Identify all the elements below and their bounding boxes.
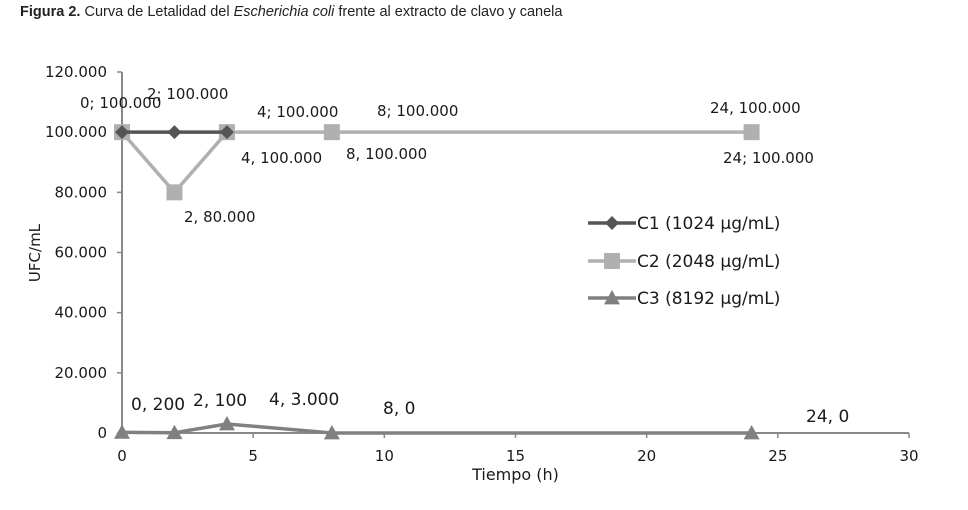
caption-text-after: frente al extracto de clavo y canela [338, 4, 563, 20]
data-point-c2 [744, 124, 760, 140]
y-tick-label: 120.000 [44, 63, 107, 81]
data-label: 8, 100.000 [346, 145, 428, 163]
legend-label-c1: C1 (1024 µg/mL) [637, 214, 781, 234]
y-axis-title: UFC/mL [26, 223, 44, 283]
data-label: 2, 100 [193, 391, 248, 411]
legend-marker-c2 [604, 253, 620, 269]
caption-label: Figura 2. [20, 4, 81, 20]
x-tick-label: 10 [374, 447, 394, 465]
series-line-c2 [122, 132, 752, 192]
x-tick-label: 0 [117, 447, 127, 465]
caption-text-before: Curva de Letalidad del [84, 4, 230, 20]
data-label: 0, 200 [131, 395, 186, 415]
data-label: 2, 80.000 [184, 208, 256, 226]
data-point-c1 [167, 125, 181, 139]
y-tick-label: 0 [97, 424, 107, 442]
data-label: 2; 100.000 [147, 85, 229, 103]
x-tick-label: 20 [637, 447, 657, 465]
data-label: 8, 0 [383, 399, 416, 419]
data-label: 0; 100.000 [80, 94, 162, 112]
y-tick-label: 100.000 [44, 123, 107, 142]
data-label: 24, 0 [806, 407, 850, 427]
data-point-c2 [324, 124, 340, 140]
legend-label-c2: C2 (2048 µg/mL) [637, 252, 781, 272]
data-label: 24, 100.000 [710, 99, 801, 117]
data-point-c2 [166, 184, 182, 200]
x-tick-label: 25 [768, 447, 788, 465]
x-tick-label: 15 [505, 447, 526, 465]
caption-organism: Escherichia coli [233, 4, 335, 20]
x-tick-label: 30 [899, 447, 919, 465]
y-tick-label: 40.000 [54, 303, 107, 322]
legend-label-c3: C3 (8192 µg/mL) [637, 289, 781, 309]
x-tick-label: 5 [248, 447, 258, 465]
data-label: 4, 3.000 [269, 390, 340, 410]
data-label: 8; 100.000 [377, 102, 459, 120]
data-label: 24; 100.000 [723, 149, 814, 167]
data-label: 4, 100.000 [241, 149, 323, 167]
data-label: 4; 100.000 [257, 103, 339, 121]
series-line-c3 [122, 424, 752, 433]
y-tick-label: 60.000 [54, 243, 107, 262]
y-tick-label: 20.000 [54, 363, 107, 382]
x-axis-title: Tiempo (h) [472, 465, 559, 484]
y-tick-label: 80.000 [54, 183, 107, 202]
legend-marker-c1 [605, 216, 619, 230]
